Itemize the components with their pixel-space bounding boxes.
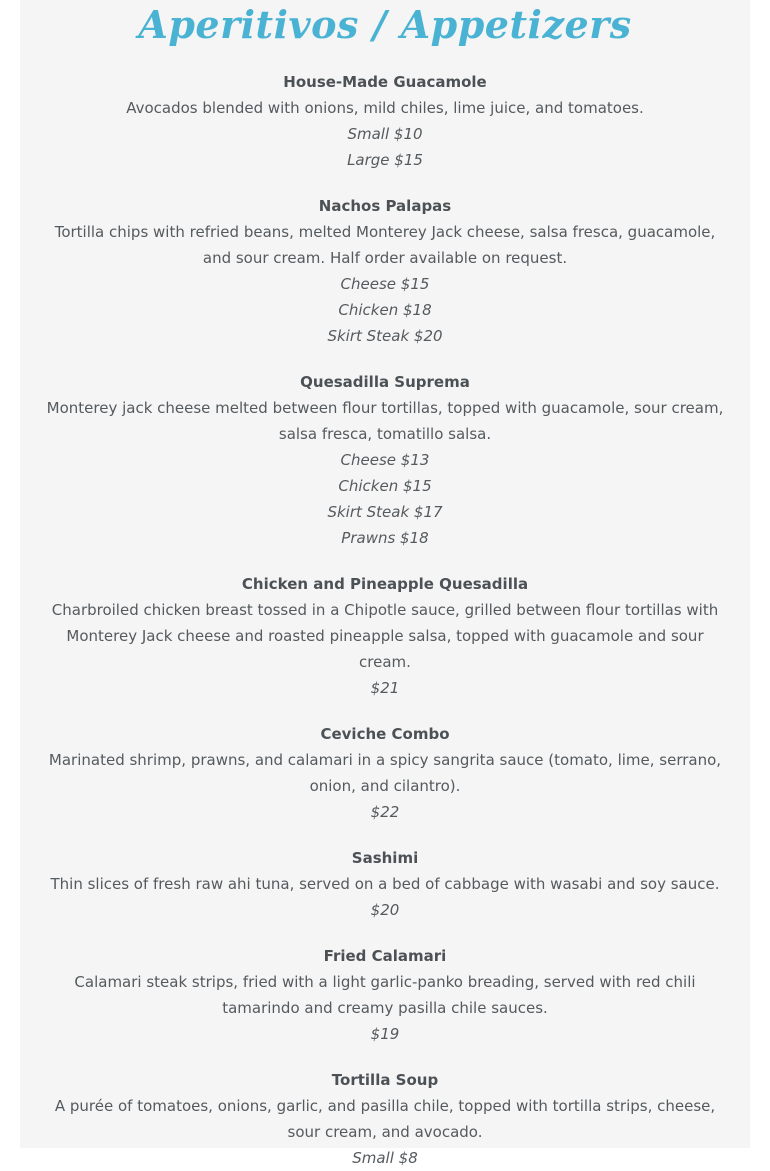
menu-panel <box>20 0 750 1167</box>
menu-item-price: Prawns $18 <box>341 529 429 547</box>
menu-item-name: Fried Calamari <box>323 947 447 965</box>
menu-item-price: Skirt Steak $17 <box>327 503 443 521</box>
menu-item-price: $21 <box>370 679 400 697</box>
menu-item-name: Quesadilla Suprema <box>300 373 470 391</box>
menu-item-price: Cheese $13 <box>340 451 430 469</box>
menu-item <box>20 1067 750 1171</box>
menu-item-description: Avocados blended with onions, mild chiles, lime juice, and tomatoes. <box>126 99 644 117</box>
menu-item <box>20 943 750 1047</box>
menu-item <box>20 369 750 551</box>
menu-item-price: Chicken $18 <box>338 301 432 319</box>
menu-item-description: Charbroiled chicken breast tossed in a Chipotle sauce, grilled between flour tortillas with Monterey Jack cheese and roasted pineapple salsa, topped with guacamole and sour cream. <box>51 601 719 671</box>
menu-item-price: $19 <box>370 1025 400 1043</box>
menu-item-price: $22 <box>370 803 400 821</box>
menu-item-price: Skirt Steak $20 <box>327 327 443 345</box>
menu-item-description: Tortilla chips with refried beans, melted Monterey Jack cheese, salsa fresca, guacamole, and sour cream. Half order available on request. <box>54 223 716 267</box>
menu-item <box>20 845 750 923</box>
menu-item-price: Cheese $15 <box>340 275 430 293</box>
menu-item-list <box>20 50 750 1171</box>
menu-item-name: Tortilla Soup <box>331 1071 439 1089</box>
menu-item-price: Small $10 <box>347 125 423 143</box>
menu-item <box>20 193 750 349</box>
menu-item-description: Calamari steak strips, fried with a light garlic-panko breading, served with red chili tamarindo and creamy pasilla chile sauces. <box>74 973 696 1017</box>
menu-item-name: Ceviche Combo <box>320 725 450 743</box>
menu-item-description: Monterey jack cheese melted between flour tortillas, topped with guacamole, sour cream, salsa fresca, tomatillo salsa. <box>46 399 724 443</box>
menu-item-price: Chicken $15 <box>338 477 432 495</box>
menu-item-name: Nachos Palapas <box>318 197 452 215</box>
menu-item-name: Chicken and Pineapple Quesadilla <box>241 575 529 593</box>
menu-item-price: Large $15 <box>347 151 423 169</box>
menu-item-name: House-Made Guacamole <box>283 73 487 91</box>
menu-item-name: Sashimi <box>351 849 419 867</box>
menu-item-description: Thin slices of fresh raw ahi tuna, served on a bed of cabbage with wasabi and soy sauce. <box>50 875 720 893</box>
menu-item <box>20 721 750 825</box>
menu-item-description: Marinated shrimp, prawns, and calamari in a spicy sangrita sauce (tomato, lime, serrano, onion, and cilantro). <box>48 751 722 795</box>
section-title: Aperitivos / Appetizers <box>138 2 632 47</box>
menu-item <box>20 571 750 701</box>
menu-item-price: $20 <box>370 901 400 919</box>
menu-item-price: Small $8 <box>352 1149 418 1167</box>
menu-item <box>20 69 750 173</box>
menu-item-description: A purée of tomatoes, onions, garlic, and pasilla chile, topped with tortilla strips, cheese, sour cream, and avocado. <box>54 1097 716 1141</box>
